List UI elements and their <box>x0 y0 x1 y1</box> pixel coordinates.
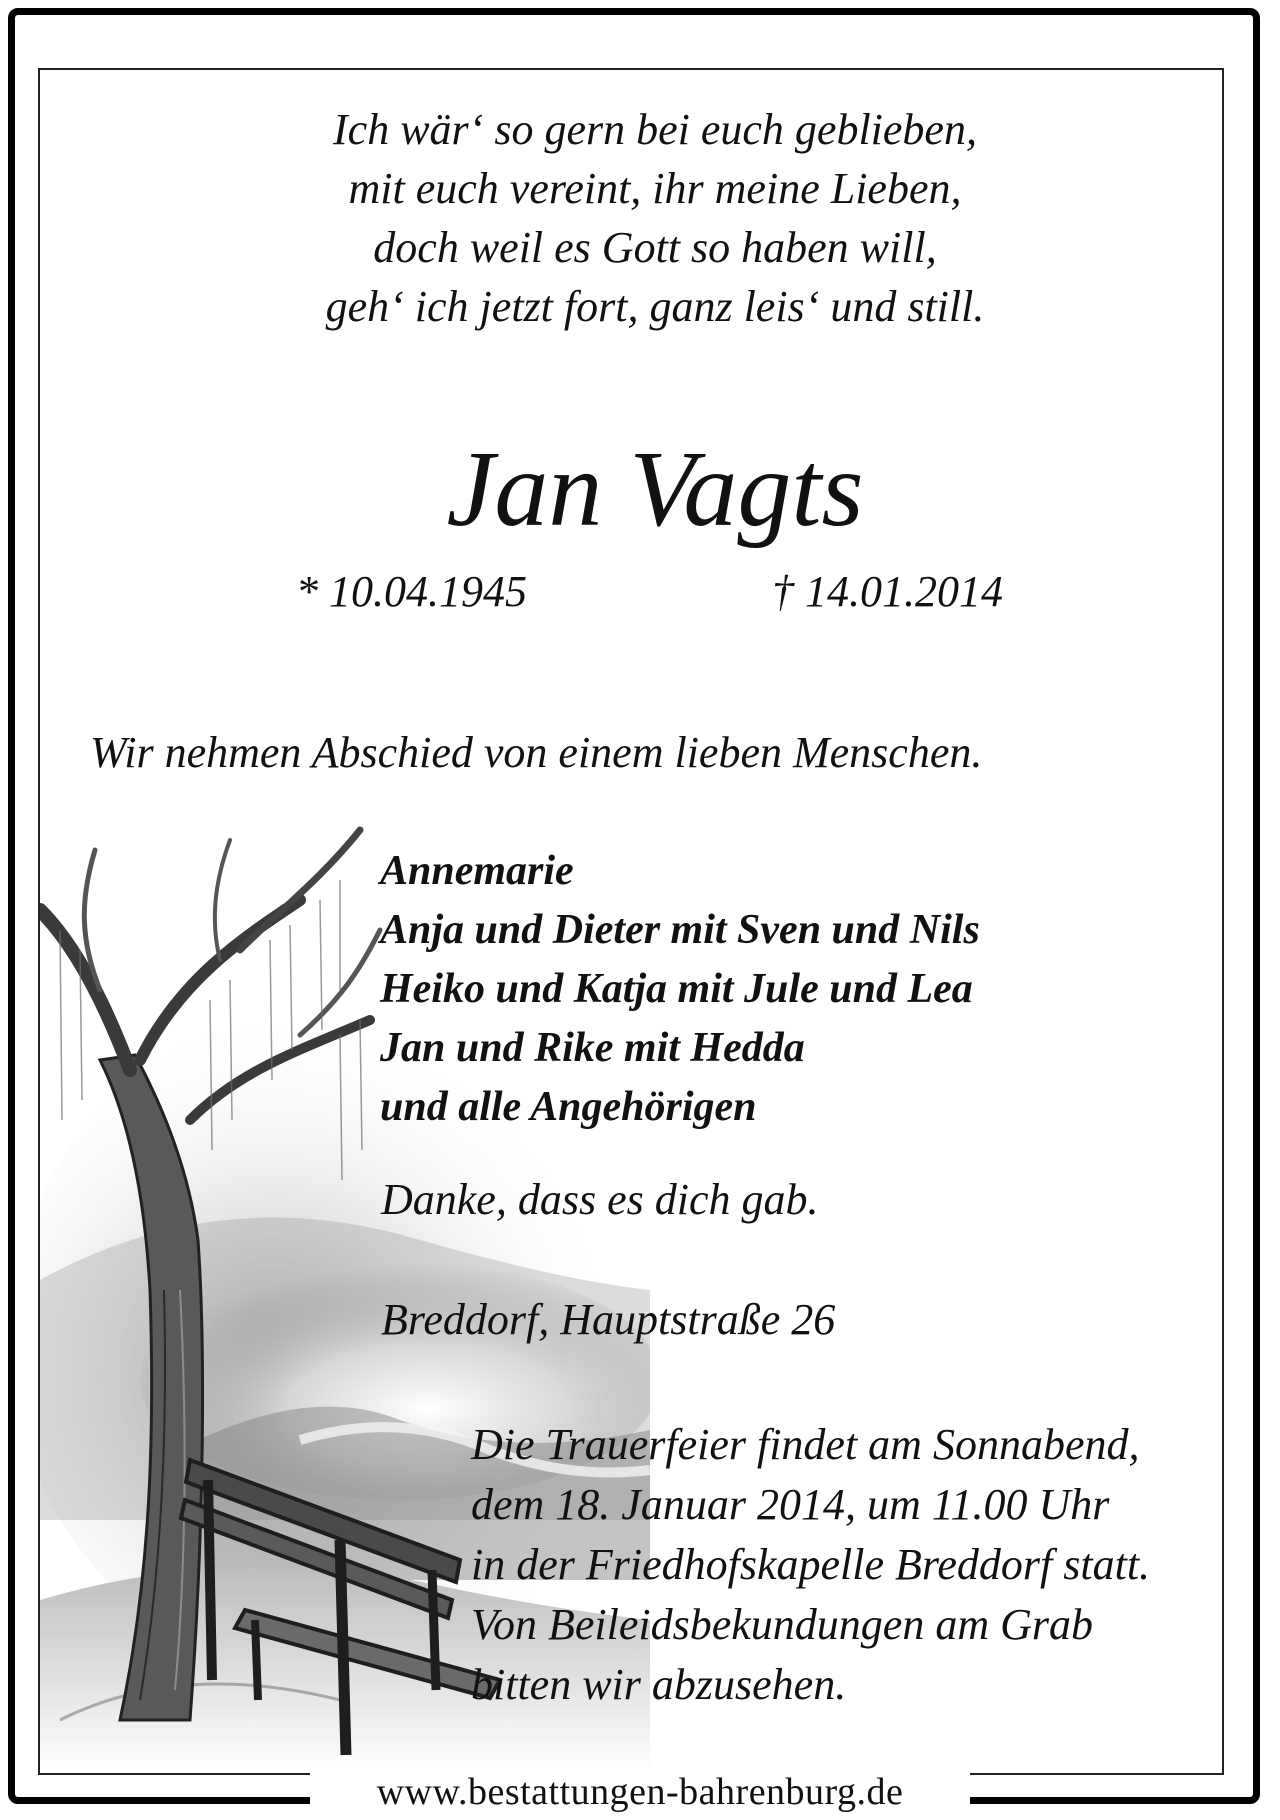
birth-date: * 10.04.1945 <box>296 567 527 616</box>
mourners-list <box>380 842 980 1137</box>
mourner-line: und alle Angehörigen <box>380 1084 757 1130</box>
thanks-line: Danke, dass es dich gab. <box>381 1175 819 1224</box>
poem-line: mit euch vereint, ihr meine Lieben, <box>348 164 962 213</box>
death-date: † 14.01.2014 <box>772 567 1003 616</box>
poem-line: Ich wär‘ so gern bei euch geblieben, <box>333 105 977 154</box>
footer-url[interactable]: www.bestattungen-bahrenburg.de <box>376 1771 904 1813</box>
memorial-poem <box>0 100 1280 336</box>
farewell-line: Wir nehmen Abschied von einem lieben Menschen. <box>90 728 983 777</box>
mourner-line: Anja und Dieter mit Sven und Nils <box>380 907 980 953</box>
address-line: Breddorf, Hauptstraße 26 <box>381 1295 836 1344</box>
service-line: Von Beileidsbekundungen am Grab <box>471 1600 1093 1649</box>
poem-line: doch weil es Gott so haben will, <box>373 223 937 272</box>
service-line: in der Friedhofskapelle Breddorf statt. <box>471 1540 1151 1589</box>
service-line: bitten wir abzusehen. <box>471 1660 847 1709</box>
mourner-line: Heiko und Katja mit Jule und Lea <box>380 966 973 1012</box>
deceased-name: Jan Vagts <box>446 430 864 549</box>
service-line: dem 18. Januar 2014, um 11.00 Uhr <box>471 1480 1110 1529</box>
service-line: Die Trauerfeier findet am Sonnabend, <box>471 1420 1140 1469</box>
mourner-line: Annemarie <box>380 848 574 894</box>
mourner-line: Jan und Rike mit Hedda <box>380 1025 805 1071</box>
poem-line: geh‘ ich jetzt fort, ganz leis‘ und still. <box>325 282 985 331</box>
service-notice <box>471 1415 1150 1715</box>
